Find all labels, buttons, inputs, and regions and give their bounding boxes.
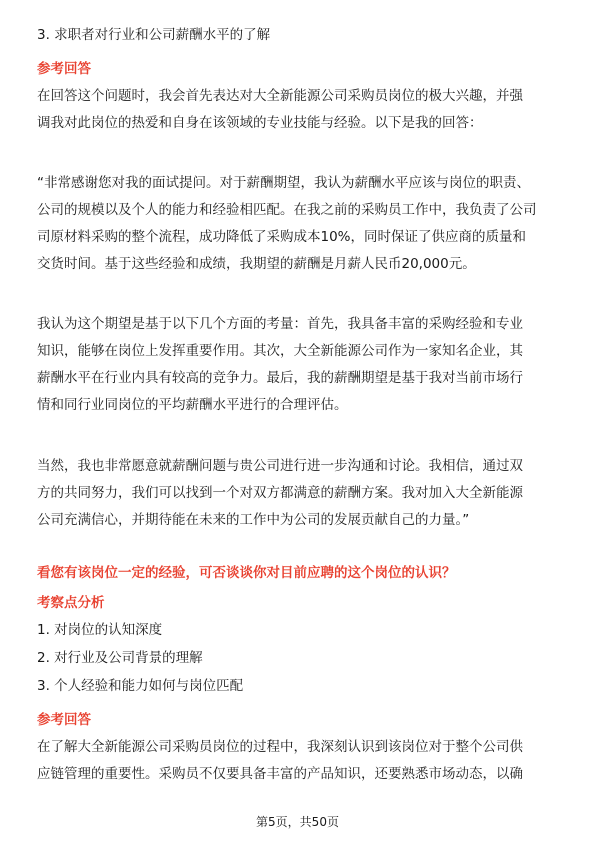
paragraph-line: 应链管理的重要性。采购员不仅要具备丰富的产品知识，还要熟悉市场动态，以确 <box>37 766 523 782</box>
interview-question: 看您有该岗位一定的经验，可否谈谈你对目前应聘的这个岗位的认识？ <box>37 565 456 581</box>
paragraph-line: 在回答这个问题时，我会首先表达对大全新能源公司采购员岗位的极大兴趣，并强 <box>37 88 523 104</box>
reference-answer-label: 参考回答 <box>37 61 91 77</box>
paragraph-line: 交货时间。基于这些经验和成绩，我期望的薪酬是月薪人民币20,000元。 <box>37 256 476 272</box>
paragraph-line: “非常感谢您对我的面试提问。对于薪酬期望，我认为薪酬水平应该与岗位的职责、 <box>37 175 530 191</box>
paragraph-line: 薪酬水平在行业内具有较高的竞争力。最后，我的薪酬期望是基于我对当前市场行 <box>37 370 523 386</box>
paragraph-line: 在了解大全新能源公司采购员岗位的过程中，我深刻认识到该岗位对于整个公司供 <box>37 739 523 755</box>
paragraph-line: 调我对此岗位的热爱和自身在该领域的专业技能与经验。以下是我的回答： <box>37 115 483 131</box>
paragraph-line: 公司的规模以及个人的能力和经验相匹配。在我之前的采购员工作中，我负责了公司 <box>37 202 537 218</box>
paragraph-line: 司原材料采购的整个流程，成功降低了采购成本10%，同时保证了供应商的质量和 <box>37 229 527 245</box>
analysis-label: 考察点分析 <box>37 595 105 611</box>
paragraph-line: 情和同行业同岗位的平均薪酬水平进行的合理评估。 <box>37 397 348 413</box>
analysis-item: 3. 个人经验和能力如何与岗位匹配 <box>37 678 244 694</box>
analysis-item: 1. 对岗位的认知深度 <box>37 622 163 638</box>
reference-answer-label: 参考回答 <box>37 712 91 728</box>
paragraph-line: 公司充满信心，并期待能在未来的工作中为公司的发展贡献自己的力量。” <box>37 512 470 528</box>
paragraph-line: 方的共同努力，我们可以找到一个对双方都满意的薪酬方案。我对加入大全新能源 <box>37 485 523 501</box>
paragraph-line: 当然，我也非常愿意就薪酬问题与贵公司进行进一步沟通和讨论。我相信，通过双 <box>37 458 523 474</box>
analysis-item: 2. 对行业及公司背景的理解 <box>37 650 203 666</box>
paragraph-line: 我认为这个期望是基于以下几个方面的考量：首先，我具备丰富的采购经验和专业 <box>37 316 523 332</box>
paragraph-line: 知识，能够在岗位上发挥重要作用。其次，大全新能源公司作为一家知名企业，其 <box>37 343 523 359</box>
question-item-3: 3. 求职者对行业和公司薪酬水平的了解 <box>37 27 271 43</box>
page-indicator: 第5页，共50页 <box>256 815 339 829</box>
